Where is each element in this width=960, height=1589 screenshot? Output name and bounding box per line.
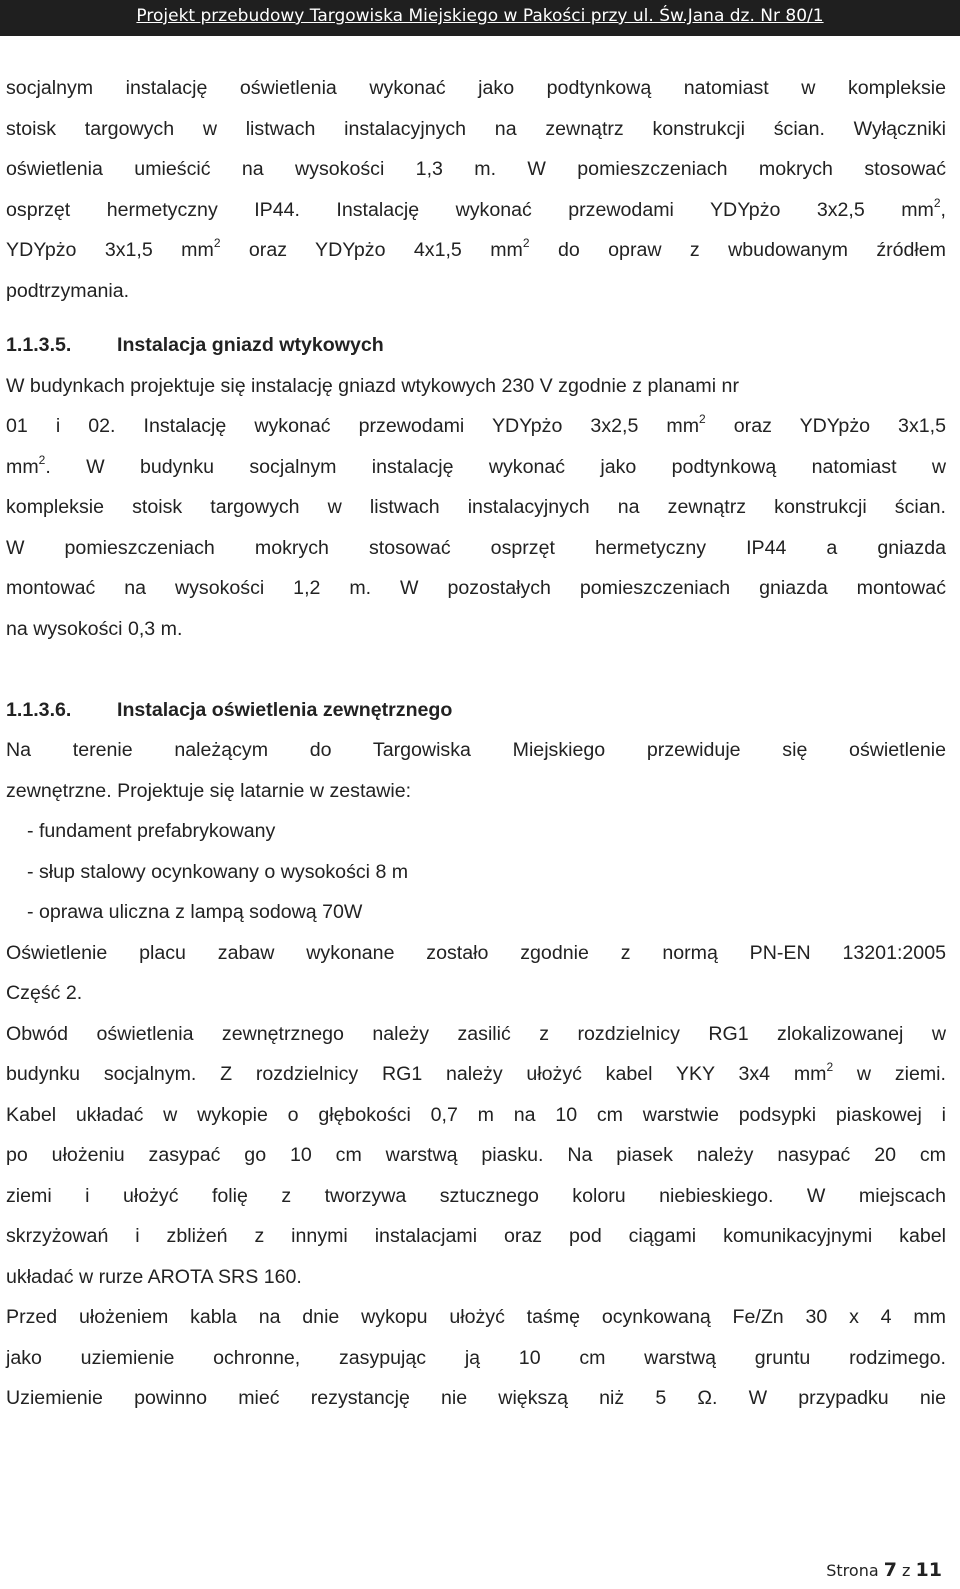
text-fragment: mm bbox=[6, 455, 39, 478]
paragraph-line: Oświetlenie placu zabaw wykonane zostało zgodnie z normą PN-EN 13201:2005 bbox=[6, 941, 946, 964]
paragraph-line: Przed ułożeniem kabla na dnie wykopu ułożyć taśmę ocynkowaną Fe/Zn 30 x 4 mm bbox=[6, 1306, 946, 1328]
paragraph-line bbox=[6, 406, 946, 447]
spacer bbox=[6, 649, 946, 690]
text-fragment: . W budynku socjalnym instalację wykonać jako podtynkową natomiast w bbox=[45, 455, 946, 478]
text-fragment: , bbox=[940, 198, 946, 221]
paragraph-line bbox=[6, 230, 946, 271]
text-fragment: w ziemi. bbox=[833, 1063, 946, 1085]
paragraph-line: Kabel układać w wykopie o głębokości 0,7 m na 10 cm warstwie podsypki piaskowej i bbox=[6, 1103, 946, 1126]
superscript: 2 bbox=[826, 1060, 834, 1074]
paragraph-line: kompleksie stoisk targowych w listwach instalacyjnych na zewnątrz konstrukcji ścian. bbox=[6, 496, 946, 518]
page-separator: z bbox=[896, 1561, 916, 1580]
paragraph-line bbox=[6, 1054, 946, 1095]
page-footer bbox=[826, 1559, 942, 1581]
paragraph-line: oświetlenia umieścić na wysokości 1,3 m. W pomieszczeniach mokrych stosować bbox=[6, 158, 946, 180]
text-fragment: Instalację wykonać przewodami YDYpżo 3x2,5 mm bbox=[115, 415, 700, 437]
paragraph-line: stoisk targowych w listwach instalacyjnych na zewnątrz konstrukcji ścian. Wyłączniki bbox=[6, 117, 946, 140]
paragraph-line: na wysokości 0,3 m. bbox=[6, 617, 183, 640]
superscript: 2 bbox=[522, 236, 530, 250]
paragraph-line: socjalnym instalację oświetlenia wykonać jako podtynkową natomiast w kompleksie bbox=[6, 77, 946, 99]
list-item: - słup stalowy ocynkowany o wysokości 8 m bbox=[27, 860, 409, 883]
paragraph-line bbox=[6, 447, 946, 488]
text-fragment: budynku socjalnym. Z rozdzielnicy RG1 należy ułożyć kabel YKY 3x4 mm bbox=[6, 1063, 827, 1085]
section-heading-1136 bbox=[6, 690, 946, 731]
paragraph-line: po ułożeniu zasypać go 10 cm warstwą piasku. Na piasek należy nasypać 20 cm bbox=[6, 1144, 946, 1166]
superscript: 2 bbox=[933, 195, 941, 210]
page-number: 7 bbox=[883, 1559, 897, 1581]
paragraph-line: Część 2. bbox=[6, 982, 83, 1004]
text-fragment: 01 i 02. bbox=[6, 415, 116, 437]
paragraph-line: Na terenie należącym do Targowiska Miejskiego przewiduje się oświetlenie bbox=[6, 739, 946, 761]
paragraph-line: montować na wysokości 1,2 m. W pozostałych pomieszczeniach gniazda montować bbox=[6, 577, 946, 599]
superscript: 2 bbox=[699, 412, 706, 426]
paragraph-line: skrzyżowań i zbliżeń z innymi instalacjami oraz pod ciągami komunikacyjnymi kabel bbox=[6, 1225, 946, 1247]
paragraph-line: ziemi i ułożyć folię z tworzywa sztucznego koloru niebieskiego. W miejscach bbox=[6, 1184, 946, 1207]
paragraph-line: W budynkach projektuje się instalację gniazd wtykowych 230 V zgodnie z planami nr bbox=[6, 374, 739, 397]
paragraph-line bbox=[6, 190, 946, 231]
section-title: Instalacja oświetlenia zewnętrznego bbox=[117, 698, 453, 721]
superscript: 2 bbox=[38, 452, 46, 467]
page-total: 11 bbox=[915, 1559, 942, 1581]
spacer bbox=[6, 311, 946, 325]
paragraph-line: Uziemienie powinno mieć rezystancję nie większą niż 5 Ω. W przypadku nie bbox=[6, 1387, 946, 1409]
page-label: Strona bbox=[826, 1561, 884, 1580]
text-fragment: do opraw z wbudowanym źródłem bbox=[529, 239, 947, 261]
text-fragment: YDYpżo 3x1,5 mm bbox=[6, 239, 214, 261]
paragraph-line: zewnętrzne. Projektuje się latarnie w zestawie: bbox=[6, 779, 412, 802]
text-fragment: oraz YDYpżo 4x1,5 mm bbox=[220, 239, 523, 261]
paragraph-line: układać w rurze AROTA SRS 160. bbox=[6, 1265, 302, 1288]
text-fragment: osprzęt hermetyczny IP44. Instalację wykonać przewodami YDYpżo 3x2,5 mm bbox=[6, 198, 934, 221]
section-heading-1135 bbox=[6, 325, 946, 366]
paragraph-line: Obwód oświetlenia zewnętrznego należy zasilić z rozdzielnicy RG1 zlokalizowanej w bbox=[6, 1022, 946, 1045]
running-header bbox=[0, 0, 960, 36]
text-fragment: oraz YDYpżo 3x1,5 bbox=[705, 415, 946, 437]
page-body bbox=[6, 68, 946, 1419]
list-item: - fundament prefabrykowany bbox=[27, 820, 276, 842]
list-item: - oprawa uliczna z lampą sodową 70W bbox=[27, 901, 363, 923]
document-title: Projekt przebudowy Targowiska Miejskiego w Pakości przy ul. Św.Jana dz. Nr 80/1 bbox=[136, 6, 824, 26]
paragraph-line: jako uziemienie ochronne, zasypując ją 10 cm warstwą gruntu rodzimego. bbox=[6, 1346, 946, 1369]
section-title: Instalacja gniazd wtykowych bbox=[117, 334, 384, 356]
section-number: 1.1.3.6. bbox=[6, 698, 72, 721]
section-number: 1.1.3.5. bbox=[6, 334, 72, 356]
superscript: 2 bbox=[213, 236, 221, 250]
paragraph-line: podtrzymania. bbox=[6, 279, 130, 302]
paragraph-line: W pomieszczeniach mokrych stosować osprzęt hermetyczny IP44 a gniazda bbox=[6, 536, 946, 559]
